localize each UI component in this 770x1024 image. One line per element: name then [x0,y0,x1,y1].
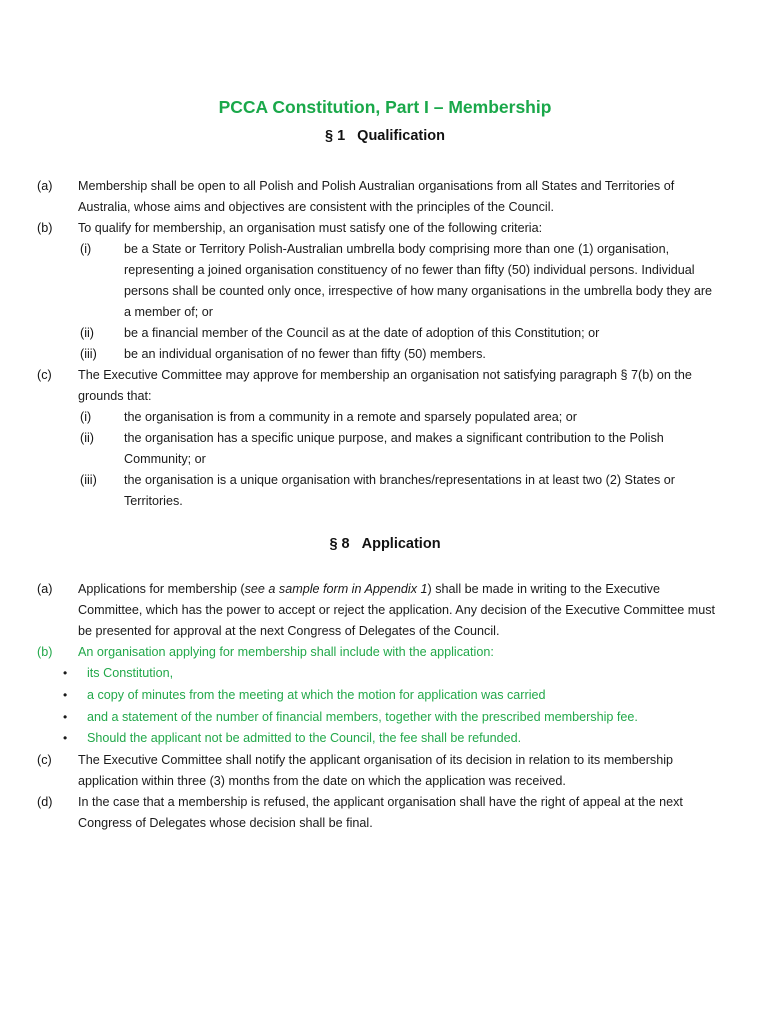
list-item: and a statement of the number of financial members, together with the prescribed membership fee. [87,710,638,724]
item-label: (c) [37,753,52,767]
section-title: Qualification [357,128,445,144]
bullet-icon: • [63,731,68,745]
paragraph-line [78,581,660,597]
subitem-label: (ii) [80,431,94,445]
subitem-label: (i) [80,410,92,424]
subitem-label: (i) [80,242,92,256]
item-label: (a) [37,582,53,596]
subitem-label: (iii) [80,473,97,487]
bullet-icon: • [63,710,68,724]
paragraph-line: a member of; or [124,305,213,319]
section-1-heading [0,128,770,144]
paragraph-line: the organisation has a specific unique purpose, and makes a significant contribution to the Polish [124,431,664,445]
paragraph-line: Australia, whose aims and objectives are consistent with the principles of the Council. [78,200,555,214]
list-item: Should the applicant not be admitted to the Council, the fee shall be refunded. [87,731,522,745]
paragraph-line: be a State or Territory Polish-Australian umbrella body comprising more than one (1) organisation, [124,242,670,256]
section-title: Application [361,536,441,552]
section-8-heading [0,536,770,552]
text-run: ) shall be made in writing to the Executive [427,582,660,596]
paragraph-line: The Executive Committee may approve for membership an organisation not satisfying paragraph § 7(b) on the [78,368,692,382]
paragraph-line: Territories. [124,494,183,508]
text-run: Applications for membership ( [78,582,245,596]
appendix-reference: see a sample form in Appendix 1 [244,582,428,596]
document-title: PCCA Constitution, Part I – Membership [218,97,552,117]
paragraph-line: Membership shall be open to all Polish and Polish Australian organisations from all States and Territories of [78,179,675,193]
paragraph-line: be presented for approval at the next Congress of Delegates of the Council. [78,624,500,638]
item-label: (d) [37,795,53,809]
paragraph-line: be a financial member of the Council as at the date of adoption of this Constitution; or [124,326,600,340]
paragraph-line: the organisation is from a community in a remote and sparsely populated area; or [124,410,577,424]
bullet-icon: • [63,666,68,680]
section-number: § 8 [329,536,350,552]
subitem-label: (iii) [80,347,97,361]
item-label: (a) [37,179,53,193]
bullet-icon: • [63,688,68,702]
paragraph-line: representing a joined organisation constituency of no fewer than fifty (50) individual persons. Individual [124,263,695,277]
paragraph-line: Community; or [124,452,206,466]
paragraph-line: Congress of Delegates whose decision shall be final. [78,816,373,830]
paragraph-line: To qualify for membership, an organisation must satisfy one of the following criteria: [78,221,543,235]
list-item: its Constitution, [87,666,174,680]
paragraph-line: In the case that a membership is refused, the applicant organisation shall have the right of appeal at the next [78,795,683,809]
section-number: § 1 [325,128,346,144]
item-label: (c) [37,368,52,382]
subitem-label: (ii) [80,326,94,340]
item-label: (b) [37,645,53,659]
paragraph-line: Committee, which has the power to accept or reject the application. Any decision of the Executive Committee must [78,603,715,617]
paragraph-line: be an individual organisation of no fewer than fifty (50) members. [124,347,486,361]
paragraph-line: The Executive Committee shall notify the applicant organisation of its decision in relation to its membership [78,753,673,767]
paragraph-line: application within three (3) months from the date on which the application was received. [78,774,566,788]
paragraph-line: grounds that: [78,389,152,403]
item-label: (b) [37,221,53,235]
paragraph-line: An organisation applying for membership shall include with the application: [78,645,494,659]
paragraph-line: persons shall be counted only once, irrespective of how many organisations in the umbrella body they are [124,284,713,298]
list-item: a copy of minutes from the meeting at which the motion for application was carried [87,688,546,702]
paragraph-line: the organisation is a unique organisation with branches/representations in at least two (2) States or [124,473,675,487]
